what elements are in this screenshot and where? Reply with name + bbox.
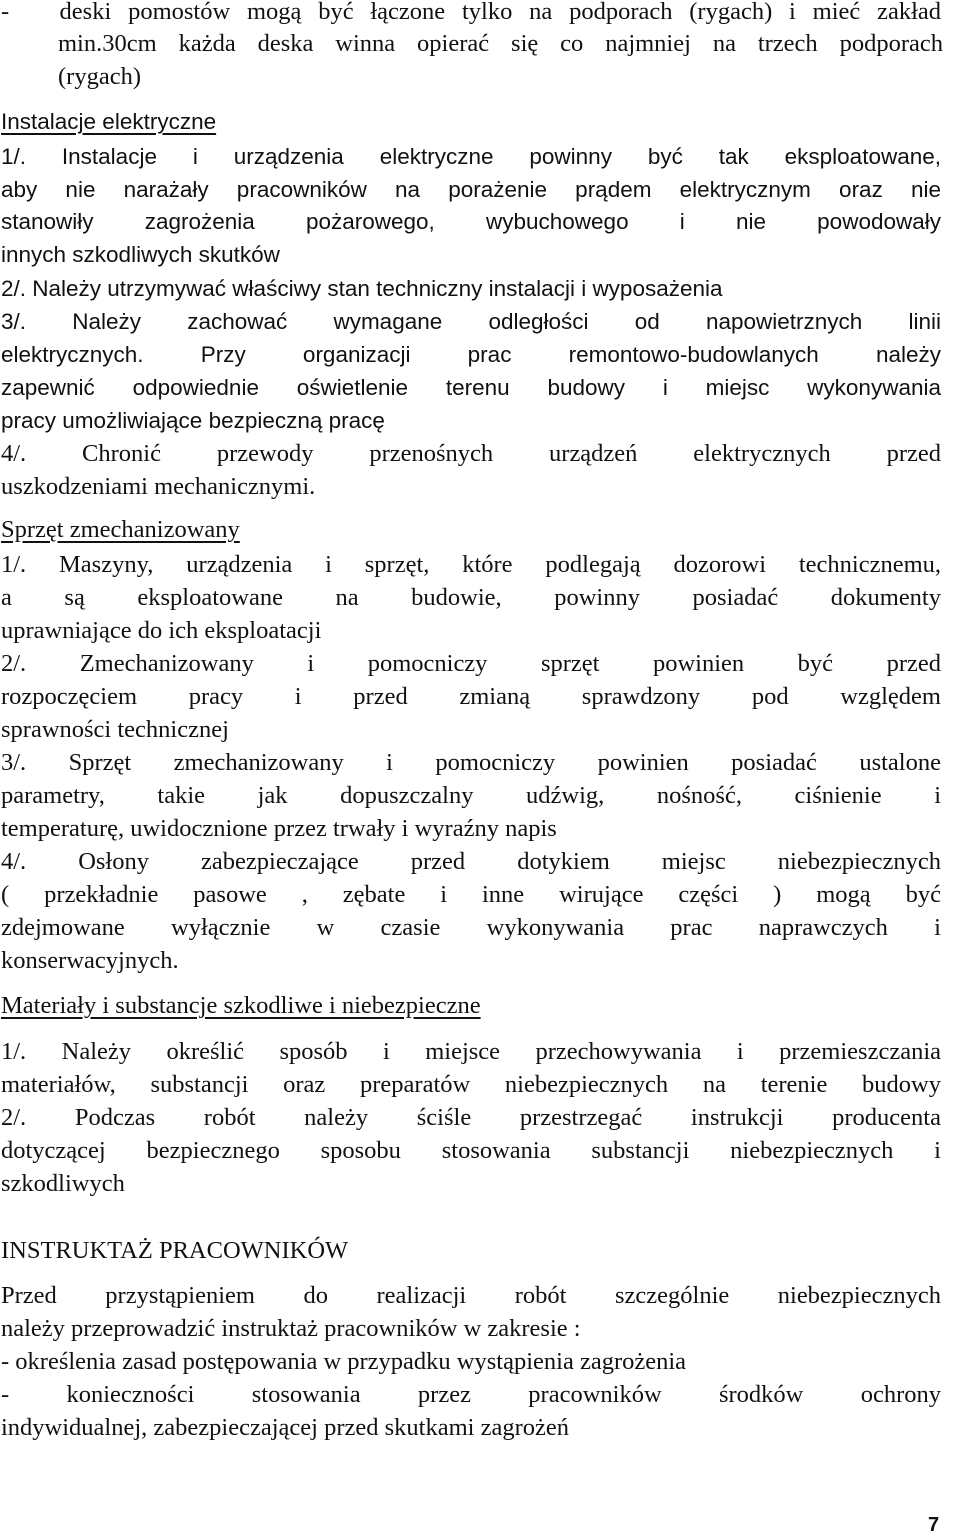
materials-line: 2/. Podczas robót należy ściśle przestrzegać instrukcji producenta xyxy=(1,1104,941,1131)
intro-line-2: min.30cm każda deska winna opierać się co najmniej na trzech podporach xyxy=(58,30,943,57)
equipment-line: uprawniające do ich eksploatacji xyxy=(1,617,322,644)
equipment-line: 2/. Zmechanizowany i pomocniczy sprzęt powinien być przed xyxy=(1,650,941,677)
training-line: - konieczności stosowania przez pracowników środków ochrony xyxy=(1,1381,941,1408)
electrical-line: 3/. Należy zachować wymagane odległości od napowietrznych linii xyxy=(1,309,941,334)
electrical-line: elektrycznych. Przy organizacji prac remontowo-budowlanych należy xyxy=(1,342,941,367)
equipment-line: a są eksploatowane na budowie, powinny posiadać dokumenty xyxy=(1,584,941,611)
training-line: należy przeprowadzić instruktaż pracowników w zakresie : xyxy=(1,1315,581,1342)
equipment-line: 4/. Osłony zabezpieczające przed dotykiem miejsc niebezpiecznych xyxy=(1,848,941,875)
electrical-line: stanowiły zagrożenia pożarowego, wybuchowego i nie powodowały xyxy=(1,209,941,234)
training-line: indywidualnej, zabezpieczającej przed skutkami zagrożeń xyxy=(1,1414,569,1441)
equipment-line: 3/. Sprzęt zmechanizowany i pomocniczy powinien posiadać ustalone xyxy=(1,749,941,776)
electrical-line: innych szkodliwych skutków xyxy=(1,242,280,267)
materials-line: 1/. Należy określić sposób i miejsce przechowywania i przemieszczania xyxy=(1,1038,941,1065)
materials-line: szkodliwych xyxy=(1,1170,125,1197)
equipment-line: sprawności technicznej xyxy=(1,716,229,743)
equipment-heading: Sprzęt zmechanizowany xyxy=(1,516,240,543)
electrical-line: pracy umożliwiające bezpieczną pracę xyxy=(1,408,385,433)
materials-line: dotyczącej bezpiecznego sposobu stosowania substancji niebezpiecznych i xyxy=(1,1137,941,1164)
page-number: 7 xyxy=(928,1514,940,1536)
training-line: Przed przystąpieniem do realizacji robót szczególnie niebezpiecznych xyxy=(1,1282,941,1309)
electrical-line: 4/. Chronić przewody przenośnych urządzeń elektrycznych przed xyxy=(1,440,941,467)
equipment-line: konserwacyjnych. xyxy=(1,947,179,974)
equipment-line: rozpoczęciem pracy i przed zmianą sprawdzony pod względem xyxy=(1,683,941,710)
equipment-line: temperaturę, uwidocznione przez trwały i wyraźny napis xyxy=(1,815,557,842)
equipment-line: zdejmowane wyłącznie w czasie wykonywania prac naprawczych i xyxy=(1,914,941,941)
electrical-line: 1/. Instalacje i urządzenia elektryczne powinny być tak eksploatowane, xyxy=(1,144,941,169)
materials-heading: Materiały i substancje szkodliwe i niebezpieczne xyxy=(1,992,481,1019)
training-line: - określenia zasad postępowania w przypadku wystąpienia zagrożenia xyxy=(1,1348,687,1375)
electrical-line: aby nie narażały pracowników na porażenie prądem elektrycznym oraz nie xyxy=(1,177,941,202)
equipment-line: ( przekładnie pasowe , zębate i inne wirujące części ) mogą być xyxy=(1,881,941,908)
equipment-line: 1/. Maszyny, urządzenia i sprzęt, które podlegają dozorowi technicznemu, xyxy=(1,551,941,578)
materials-line: materiałów, substancji oraz preparatów niebezpiecznych na terenie budowy xyxy=(1,1071,941,1098)
electrical-heading: Instalacje elektryczne xyxy=(1,109,217,134)
electrical-line: 2/. Należy utrzymywać właściwy stan techniczny instalacji i wyposażenia xyxy=(1,276,723,301)
equipment-line: parametry, takie jak dopuszczalny udźwig, nośność, ciśnienie i xyxy=(1,782,941,809)
intro-line-1: - deski pomostów mogą być łączone tylko na podporach (rygach) i mieć zakład xyxy=(1,0,941,25)
intro-line-3: (rygach) xyxy=(58,63,141,90)
electrical-line: uszkodzeniami mechanicznymi. xyxy=(1,473,316,500)
training-heading: INSTRUKTAŻ PRACOWNIKÓW xyxy=(1,1237,349,1264)
electrical-line: zapewnić odpowiednie oświetlenie terenu budowy i miejsc wykonywania xyxy=(1,375,941,400)
